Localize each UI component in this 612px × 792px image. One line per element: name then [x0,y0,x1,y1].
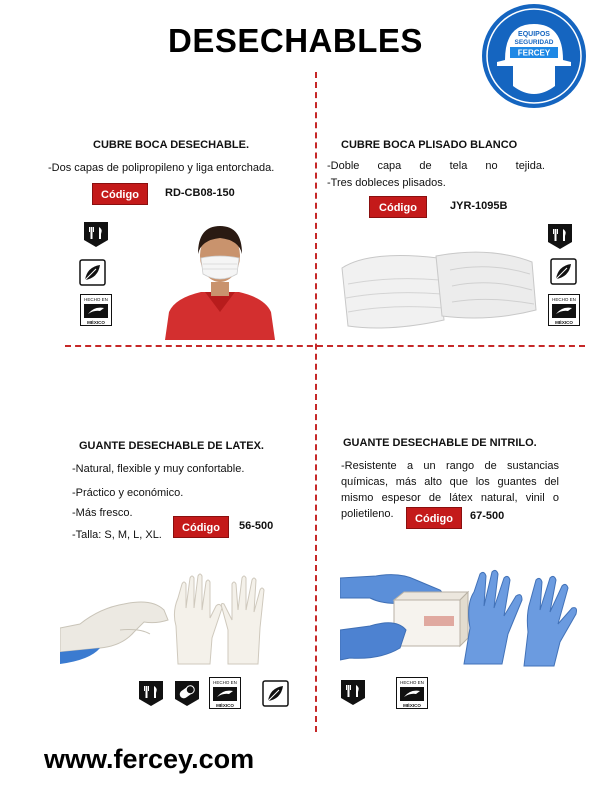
logo-line2: SEGURIDAD [514,39,554,46]
product-4-codigo-button[interactable]: Código [406,507,462,529]
pleated-masks-photo [340,240,540,332]
nitrile-gloves-photo [340,568,580,668]
product-2-code: JYR-1095B [450,200,508,212]
product-1-code: RD-CB08-150 [165,187,235,199]
svg-text:HECHO EN: HECHO EN [84,297,108,302]
product-2-codigo-button[interactable]: Código [369,196,427,218]
product-3-codigo-button[interactable]: Código [173,516,229,538]
food-safe-icon [339,678,367,706]
woman-wearing-mask-photo [165,220,275,340]
fercey-logo [475,2,593,110]
svg-text:MÉXICO: MÉXICO [216,703,234,708]
hecho-en-mexico-icon [80,294,112,326]
product-2-line-2: -Tres dobleces plisados. [327,177,446,189]
hecho-en-mexico-icon [548,294,580,326]
logo-brand: FERCEY [517,48,551,58]
svg-text:HECHO EN: HECHO EN [552,297,576,302]
product-2-title: CUBRE BOCA PLISADO BLANCO [341,139,518,151]
biodegradable-leaf-icon [79,259,106,286]
svg-text:HECHO EN: HECHO EN [213,680,237,685]
svg-text:HECHO EN: HECHO EN [400,680,424,685]
product-4-code: 67-500 [470,510,505,522]
product-3-line-1: -Natural, flexible y muy confortable. [72,463,245,475]
food-safe-icon [137,679,165,707]
hecho-en-mexico-icon [396,677,428,709]
product-4-description: -Resistente a un rango de sustancias químicas, más alto que los guantes del mismo espesor de látex natural, vinil o polietileno. [341,460,559,520]
product-3-title: GUANTE DESECHABLE DE LATEX. [79,440,264,452]
pill-icon [173,679,201,707]
product-4-title: GUANTE DESECHABLE DE NITRILO. [343,437,537,449]
svg-text:MÉXICO: MÉXICO [555,320,573,325]
food-safe-icon [546,222,574,250]
page-title: DESECHABLES [168,22,423,59]
vertical-divider [315,72,317,732]
latex-gloves-photo [60,568,292,668]
biodegradable-leaf-icon [550,258,577,285]
svg-text:MÉXICO: MÉXICO [87,320,105,325]
svg-text:MÉXICO: MÉXICO [403,703,421,708]
product-2-line-1: -Doble capa de tela no tejida. [327,160,545,172]
horizontal-divider [65,345,585,347]
hecho-en-mexico-icon [209,677,241,709]
biodegradable-leaf-icon [262,680,289,707]
product-1-codigo-button[interactable]: Código [92,183,148,205]
product-3-code: 56-500 [239,520,274,532]
product-3-line-4: -Talla: S, M, L, XL. [72,529,162,541]
product-1-title: CUBRE BOCA DESECHABLE. [93,139,250,151]
product-3-line-3: -Más fresco. [72,507,133,519]
product-1-line-1: -Dos capas de polipropileno y liga entorchada. [48,162,275,174]
product-3-line-2: -Práctico y económico. [72,487,184,499]
website-link[interactable]: www.fercey.com [44,744,255,774]
logo-line1: EQUIPOS [518,31,550,38]
food-safe-icon [82,220,110,248]
